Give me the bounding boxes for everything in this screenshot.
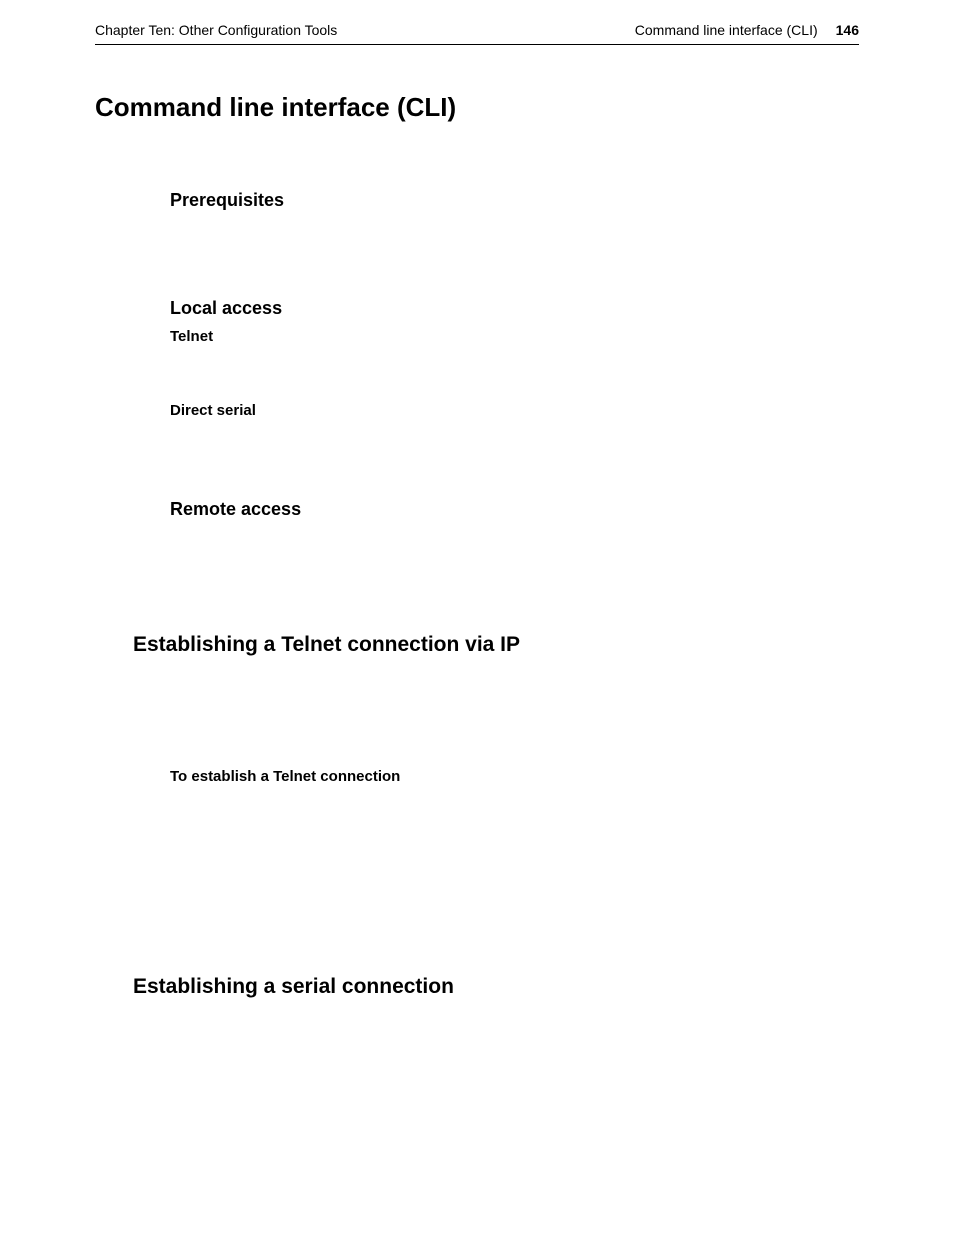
heading-prerequisites: Prerequisites xyxy=(170,190,285,210)
heading-direct-serial: Direct serial xyxy=(170,402,256,419)
page-title: Command line interface (CLI) xyxy=(95,92,457,122)
header-section: Command line interface (CLI) xyxy=(634,22,818,38)
heading-telnet-via-ip: Establishing a Telnet connection via IP xyxy=(133,633,521,656)
header-chapter: Chapter Ten: Other Configuration Tools xyxy=(95,22,338,38)
heading-local-access: Local access xyxy=(170,298,283,318)
running-header xyxy=(95,20,859,45)
page-number: 146 xyxy=(835,22,859,38)
heading-telnet: Telnet xyxy=(170,328,214,345)
heading-serial-connection: Establishing a serial connection xyxy=(133,975,454,998)
heading-to-establish-telnet: To establish a Telnet connection xyxy=(170,768,401,785)
header-right xyxy=(635,22,859,38)
heading-remote-access: Remote access xyxy=(170,499,302,519)
